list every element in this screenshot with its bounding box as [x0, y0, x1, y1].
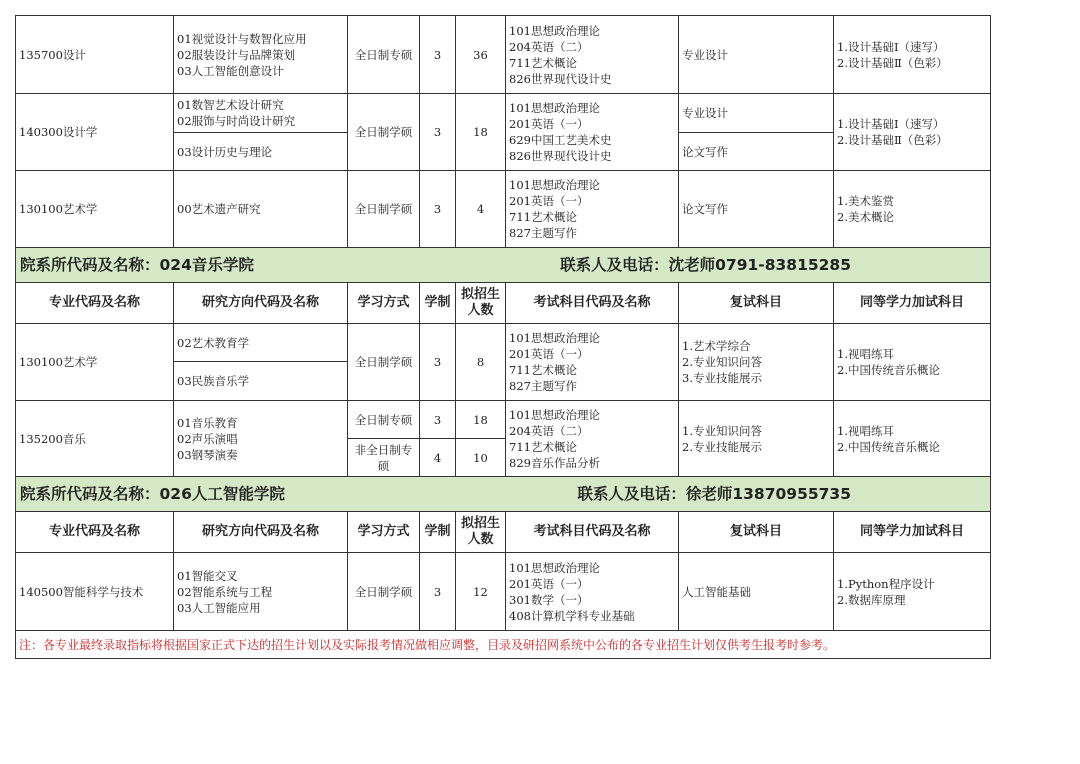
col-header-quota: 拟招生 人数	[456, 283, 506, 324]
direction-cell: 00艺术遗产研究	[174, 171, 348, 248]
table-row	[16, 94, 991, 133]
extra-exam-cell: 1.设计基础Ⅰ（速写） 2.设计基础Ⅱ（色彩）	[834, 16, 991, 94]
years-cell: 3	[420, 401, 456, 439]
quota-cell: 8	[456, 324, 506, 401]
mode-cell: 全日制学硕	[348, 553, 420, 631]
quota-cell: 18	[456, 401, 506, 439]
department-name: 院系所代码及名称：026人工智能学院	[20, 485, 285, 503]
table-row	[16, 16, 991, 94]
extra-exam-cell: 1.视唱练耳 2.中国传统音乐概论	[834, 401, 991, 477]
col-header-retest: 复试科目	[679, 512, 834, 553]
contact-info: 联系人及电话：徐老师13870955735	[577, 485, 851, 503]
major-cell: 140300设计学	[16, 94, 174, 171]
col-header-retest: 复试科目	[679, 283, 834, 324]
exam-cell: 101思想政治理论 204英语（二） 711艺术概论 826世界现代设计史	[506, 16, 679, 94]
col-header-major: 专业代码及名称	[16, 512, 174, 553]
mode-cell: 全日制学硕	[348, 324, 420, 401]
extra-exam-cell: 1.Python程序设计 2.数据库原理	[834, 553, 991, 631]
col-header-years: 学制	[420, 512, 456, 553]
retest-cell: 专业设计	[679, 94, 834, 133]
mode-cell: 全日制学硕	[348, 94, 420, 171]
footnote-text: 注：各专业最终录取指标将根据国家正式下达的招生计划以及实际报考情况做相应调整，目录及研招网系统中公布的各专业招生计划仅供考生报考时参考。	[16, 631, 991, 659]
retest-cell: 论文写作	[679, 133, 834, 171]
col-header-extra: 同等学力加试科目	[834, 512, 991, 553]
years-cell: 3	[420, 171, 456, 248]
major-cell: 140500智能科学与技术	[16, 553, 174, 631]
col-header-extra: 同等学力加试科目	[834, 283, 991, 324]
major-cell: 130100艺术学	[16, 171, 174, 248]
mode-cell: 全日制学硕	[348, 171, 420, 248]
extra-exam-cell: 1.美术鉴赏 2.美术概论	[834, 171, 991, 248]
col-header-direction: 研究方向代码及名称	[174, 283, 348, 324]
retest-cell: 人工智能基础	[679, 553, 834, 631]
col-header-years: 学制	[420, 283, 456, 324]
years-cell: 4	[420, 439, 456, 477]
table-row	[16, 324, 991, 362]
column-header-row	[16, 283, 991, 324]
years-cell: 3	[420, 94, 456, 171]
col-header-direction: 研究方向代码及名称	[174, 512, 348, 553]
quota-cell: 18	[456, 94, 506, 171]
table-row	[16, 401, 991, 439]
direction-cell: 02艺术教育学	[174, 324, 348, 362]
major-cell: 135700设计	[16, 16, 174, 94]
mode-cell: 全日制专硕	[348, 16, 420, 94]
section-header-music	[16, 248, 991, 283]
direction-cell: 01数智艺术设计研究 02服饰与时尚设计研究	[174, 94, 348, 133]
col-header-quota: 拟招生 人数	[456, 512, 506, 553]
direction-cell: 01智能交叉 02智能系统与工程 03人工智能应用	[174, 553, 348, 631]
col-header-mode: 学习方式	[348, 512, 420, 553]
admissions-catalog-sheet	[15, 15, 990, 659]
contact-info: 联系人及电话：沈老师0791-83815285	[560, 256, 851, 274]
section-header-ai	[16, 477, 991, 512]
exam-cell: 101思想政治理论 201英语（一） 629中国工艺美术史 826世界现代设计史	[506, 94, 679, 171]
col-header-major: 专业代码及名称	[16, 283, 174, 324]
direction-cell: 01视觉设计与数智化应用 02服装设计与品牌策划 03人工智能创意设计	[174, 16, 348, 94]
exam-cell: 101思想政治理论 201英语（一） 301数学（一） 408计算机学科专业基础	[506, 553, 679, 631]
direction-cell: 01音乐教育 02声乐演唱 03钢琴演奏	[174, 401, 348, 477]
exam-cell: 101思想政治理论 201英语（一） 711艺术概论 827主题写作	[506, 171, 679, 248]
extra-exam-cell: 1.设计基础Ⅰ（速写） 2.设计基础Ⅱ（色彩）	[834, 94, 991, 171]
years-cell: 3	[420, 324, 456, 401]
department-name: 院系所代码及名称：024音乐学院	[20, 256, 254, 274]
direction-cell: 03设计历史与理论	[174, 133, 348, 171]
years-cell: 3	[420, 553, 456, 631]
table-row	[16, 171, 991, 248]
col-header-exams: 考试科目代码及名称	[506, 512, 679, 553]
col-header-mode: 学习方式	[348, 283, 420, 324]
quota-cell: 36	[456, 16, 506, 94]
mode-cell: 全日制专硕	[348, 401, 420, 439]
mode-cell: 非全日制专 硕	[348, 439, 420, 477]
quota-cell: 12	[456, 553, 506, 631]
extra-exam-cell: 1.视唱练耳 2.中国传统音乐概论	[834, 324, 991, 401]
footnote-row	[16, 631, 991, 659]
quota-cell: 10	[456, 439, 506, 477]
retest-cell: 论文写作	[679, 171, 834, 248]
column-header-row	[16, 512, 991, 553]
major-cell: 135200音乐	[16, 401, 174, 477]
retest-cell: 1.专业知识问答 2.专业技能展示	[679, 401, 834, 477]
retest-cell: 专业设计	[679, 16, 834, 94]
catalog-table	[15, 15, 991, 659]
exam-cell: 101思想政治理论 204英语（二） 711艺术概论 829音乐作品分析	[506, 401, 679, 477]
major-cell: 130100艺术学	[16, 324, 174, 401]
col-header-exams: 考试科目代码及名称	[506, 283, 679, 324]
retest-cell: 1.艺术学综合 2.专业知识问答 3.专业技能展示	[679, 324, 834, 401]
direction-cell: 03民族音乐学	[174, 362, 348, 401]
years-cell: 3	[420, 16, 456, 94]
table-row	[16, 553, 991, 631]
quota-cell: 4	[456, 171, 506, 248]
exam-cell: 101思想政治理论 201英语（一） 711艺术概论 827主题写作	[506, 324, 679, 401]
